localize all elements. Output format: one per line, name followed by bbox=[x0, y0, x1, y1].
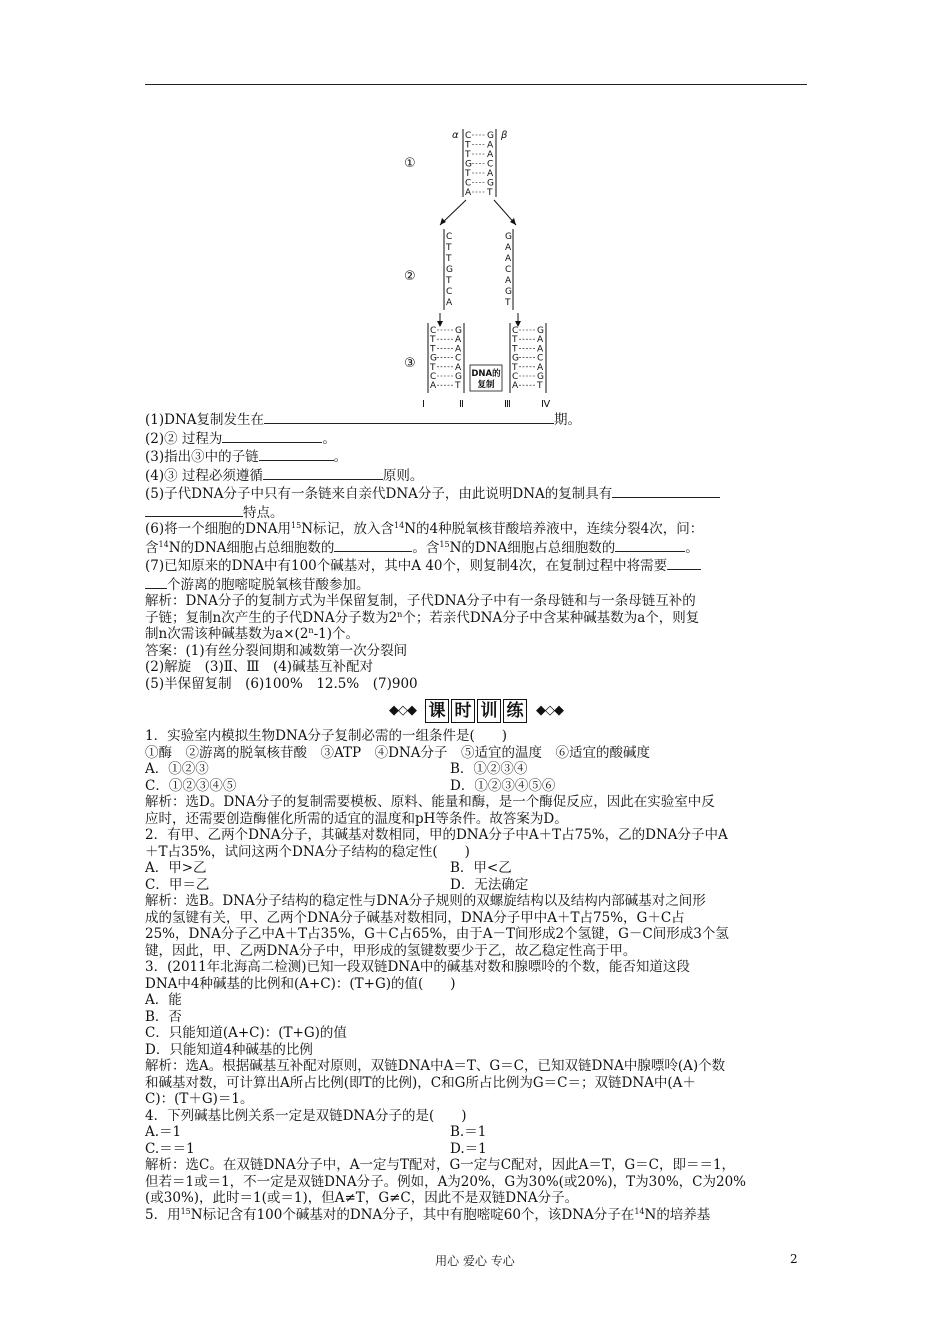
banner-char: 时 bbox=[451, 699, 475, 723]
base-letter: A bbox=[487, 140, 494, 151]
base-letter: C bbox=[430, 372, 437, 382]
analysis-line-2: 子链；复制n次产生的子代DNA分子数为2$^n$个；若亲代DNA分子中含某种碱基数为a个，则复 bbox=[145, 609, 700, 626]
exercise-5: 5．用$^{15}$N标记含有100个碱基对的DNA分子，其中有胞嘧啶60个，该DNA分子在$^{14}$N的培养基 bbox=[145, 1206, 711, 1223]
base-letter: G bbox=[505, 287, 512, 297]
base-letter: T bbox=[465, 140, 471, 151]
base-letter: A bbox=[537, 335, 544, 346]
banner-deco-left: ◆◇◆ bbox=[389, 702, 416, 718]
base-letter: A bbox=[505, 276, 512, 286]
question-5-cont: 特点。 bbox=[145, 503, 807, 522]
exercise-2-analysis: 键，因此，甲、乙两DNA分子中，甲形成的氢键数要少于乙，故乙稳定性高于甲。 bbox=[145, 942, 637, 959]
exercise-1-analysis: 应时，还需要创造酶催化所需的适宜的温度和pH等条件。故答案为D。 bbox=[145, 810, 568, 827]
exercise-2-analysis: 25%，DNA分子乙中A＋T占35%，G＋C占65%，由于A－T间形成2个氢键，G－C间形成3个氢 bbox=[145, 926, 729, 942]
question-4: (4)③ 过程必须遵循 原则。 bbox=[145, 467, 424, 484]
base-letter: G bbox=[487, 178, 494, 189]
base-letter: C bbox=[512, 372, 519, 382]
base-letter: G bbox=[512, 353, 519, 364]
base-letter: T bbox=[430, 344, 436, 355]
analysis-line-1: 解析：DNA分子的复制方式为半保留复制，子代DNA分子中有一条母链和与一条母链互补的 bbox=[145, 593, 696, 609]
base-letter: C bbox=[512, 326, 519, 336]
exercise-4: 4．下列碱基比例关系一定是双链DNA分子的是( ) bbox=[145, 1107, 467, 1124]
banner-deco-right: ◆◇◆ bbox=[536, 702, 563, 718]
exercise-3-option: A．能 bbox=[145, 992, 182, 1008]
exercise-4-analysis: 解析：选C。在双链DNA分子中，A一定与T配对，G一定与C配对，因此A＝T，G＝C，即＝＝1， bbox=[145, 1157, 736, 1173]
roman-3: Ⅲ bbox=[504, 399, 511, 410]
question-7-cont: 个游离的胞嘧啶脱氧核苷酸参加。 bbox=[145, 575, 807, 594]
exercise-3-analysis: C)：(T＋G)＝1。 bbox=[145, 1091, 254, 1107]
base-letter: C bbox=[446, 287, 453, 297]
banner-char: 训 bbox=[477, 699, 501, 723]
base-letter: A bbox=[505, 243, 512, 253]
base-letter: T bbox=[537, 381, 543, 392]
center-label-2: 复制 bbox=[477, 380, 495, 390]
roman-1: Ⅰ bbox=[422, 399, 425, 410]
base-letter: A bbox=[512, 381, 519, 392]
base-letter: T bbox=[446, 254, 452, 264]
exercise-3-option: B．否 bbox=[145, 1008, 182, 1025]
exercise-3-option: D．只能知道4种碱基的比例 bbox=[145, 1041, 313, 1058]
roman-2: Ⅱ bbox=[459, 399, 464, 410]
base-letter: G bbox=[430, 353, 437, 364]
base-letter: A bbox=[537, 344, 544, 355]
base-letter: G bbox=[446, 265, 453, 275]
base-letter: G bbox=[505, 232, 512, 242]
exercise-3: DNA中4种碱基的比例和(A+C)：(T+G)的值( ) bbox=[145, 975, 456, 992]
base-letter: C bbox=[537, 353, 544, 364]
exercise-1-items: ①酶 ②游离的脱氧核苷酸 ③ATP ④DNA分子 ⑤适宜的温度 ⑥适宜的酸碱度 bbox=[145, 744, 650, 761]
banner-char: 课 bbox=[425, 699, 449, 723]
base-letter: G bbox=[455, 372, 462, 382]
exercise-2-options-cd: C．甲＝乙 D．无法确定 bbox=[145, 876, 529, 893]
center-label-1: DNA的 bbox=[471, 369, 501, 379]
base-letter: T bbox=[430, 335, 436, 346]
exercise-1-options-ab: A．①②③ B．①②③④ bbox=[145, 761, 528, 777]
base-letter: C bbox=[487, 159, 494, 170]
base-letter: C bbox=[465, 178, 472, 189]
base-letter: C bbox=[446, 232, 453, 242]
exercise-1-options-cd: C．①②③④⑤ D．①②③④⑤⑥ bbox=[145, 777, 556, 794]
base-letter: T bbox=[512, 344, 518, 355]
question-3: (3)指出③中的子链 。 bbox=[145, 449, 348, 465]
footer-slogan: 用心 爱心 专心 bbox=[435, 1254, 515, 1268]
exercise-1-analysis: 解析：选D。DNA分子的复制需要模板、原料、能量和酶，是一个酶促反应，因此在实验室中反 bbox=[145, 794, 715, 810]
section-banner bbox=[145, 698, 807, 724]
exercise-2-analysis: 解析：选B。DNA分子结构的稳定性与DNA分子规则的双螺旋结构以及结构内部碱基对之间形 bbox=[145, 893, 706, 909]
roman-4: Ⅳ bbox=[541, 399, 551, 410]
base-letter: G bbox=[537, 326, 544, 336]
exercise-3: 3．(2011年北海高二检测)已知一段双链DNA中的碱基对数和腺嘌呤的个数，能否知道这段 bbox=[145, 959, 690, 975]
base-letter: A bbox=[487, 150, 494, 160]
question-6: (6)将一个细胞的DNA用$^{15}$N标记，放入含$^{14}$N的4种脱氧核苷酸培养液中，连续分裂4次，问： bbox=[145, 521, 704, 537]
beta-label: β bbox=[501, 130, 508, 141]
exercise-2-options-ab: A．甲>乙 B．甲<乙 bbox=[145, 860, 512, 876]
dna-replication-diagram bbox=[400, 125, 570, 415]
answer-line-3: (5)半保留复制 (6)100% 12.5% (7)900 bbox=[145, 675, 418, 692]
step3-label: ③ bbox=[404, 356, 416, 371]
base-letter: T bbox=[455, 381, 461, 392]
exercise-4-analysis: (或30%)，此时＝1(或＝1)，但A≠T，G≠C，因此不是双链DNA分子。 bbox=[145, 1190, 579, 1206]
base-letter: G bbox=[537, 372, 544, 382]
answer-line-2: (2)解旋 (3)Ⅱ、Ⅲ (4)碱基互补配对 bbox=[145, 659, 374, 675]
base-letter: A bbox=[487, 169, 494, 179]
exercise-2: ＋T占35%，试问这两个DNA分子结构的稳定性( ) bbox=[145, 843, 470, 860]
header-rule bbox=[145, 84, 807, 85]
base-letter: G bbox=[455, 326, 462, 336]
base-letter: A bbox=[455, 362, 462, 373]
exercise-3-analysis: 解析：选A。根据碱基互补配对原则，双链DNA中A＝T、G＝C，已知双链DNA中腺嘌呤(A)个数 bbox=[145, 1058, 726, 1074]
question-2: (2)② 过程为 。 bbox=[145, 430, 336, 447]
analysis-line-3: 制n次需该种碱基数为$a\times(2^n-1)$个。 bbox=[145, 626, 359, 642]
base-letter: C bbox=[455, 353, 462, 364]
exercise-4-options-ab: A.＝1 B.＝1 bbox=[145, 1124, 487, 1140]
base-letter: T bbox=[512, 362, 518, 373]
question-6-cont: 含$^{14}$N的DNA细胞占总细胞数的 。含$^{15}$N的DNA细胞占总细胞数的 。 bbox=[145, 539, 699, 556]
exercise-3-analysis: 和碱基对数，可计算出A所占比例(即T的比例)，C和G所占比例为G＝C＝；双链DNA中(A＋ bbox=[145, 1074, 696, 1091]
base-letter: A bbox=[446, 298, 453, 308]
base-letter: G bbox=[487, 131, 494, 141]
base-letter: T bbox=[430, 362, 436, 373]
base-letter: A bbox=[455, 344, 462, 355]
main-content bbox=[145, 410, 807, 1223]
step2-label: ② bbox=[404, 269, 416, 284]
step1-label: ① bbox=[404, 156, 416, 171]
base-letter: A bbox=[465, 188, 472, 198]
base-letter: C bbox=[505, 265, 512, 275]
base-letter: T bbox=[487, 188, 493, 198]
base-letter: C bbox=[430, 326, 437, 336]
base-letter: T bbox=[505, 298, 511, 308]
base-letter: C bbox=[465, 131, 472, 141]
base-letter: A bbox=[455, 335, 462, 346]
question-1: (1)DNA复制发生在 期。 bbox=[145, 412, 582, 428]
base-letter: A bbox=[537, 362, 544, 373]
question-7: (7)已知原来的DNA中有100个碱基对，其中A 40个，则复制4次，在复制过程中将需要 bbox=[145, 556, 807, 575]
answer-line-1: 答案：(1)有丝分裂间期和减数第一次分裂间 bbox=[145, 642, 408, 659]
exercise-4-analysis: 但若＝1或＝1，不一定是双链DNA分子。例如，A为20%，G为30%(或20%)，T为30%，C为20% bbox=[145, 1173, 746, 1190]
base-letter: A bbox=[505, 254, 512, 264]
page-number: 2 bbox=[790, 1252, 798, 1266]
base-letter: A bbox=[430, 381, 437, 392]
question-5: (5)子代DNA分子中只有一条链来自亲代DNA分子，由此说明DNA的复制具有 bbox=[145, 484, 807, 503]
base-letter: T bbox=[512, 335, 518, 346]
exercise-3-option: C．只能知道(A+C)：(T+G)的值 bbox=[145, 1025, 347, 1041]
exercise-1: 1．实验室内模拟生物DNA分子复制必需的一组条件是( ) bbox=[145, 728, 508, 744]
exercise-2-analysis: 成的氢键有关，甲、乙两个DNA分子碱基对数相同，DNA分子甲中A＋T占75%，G＋C占 bbox=[145, 909, 685, 926]
base-letter: T bbox=[465, 169, 471, 179]
alpha-label: α bbox=[452, 130, 459, 141]
base-letter: T bbox=[446, 243, 452, 253]
base-letter: G bbox=[465, 159, 472, 170]
base-letter: T bbox=[446, 276, 452, 286]
base-letter: T bbox=[465, 150, 471, 160]
exercise-4-options-cd: C.＝＝1 D.＝1 bbox=[145, 1140, 487, 1157]
banner-char: 练 bbox=[503, 699, 527, 723]
exercise-2: 2．有甲、乙两个DNA分子，其碱基对数相同，甲的DNA分子中A＋T占75%，乙的DNA分子中A bbox=[145, 827, 728, 843]
